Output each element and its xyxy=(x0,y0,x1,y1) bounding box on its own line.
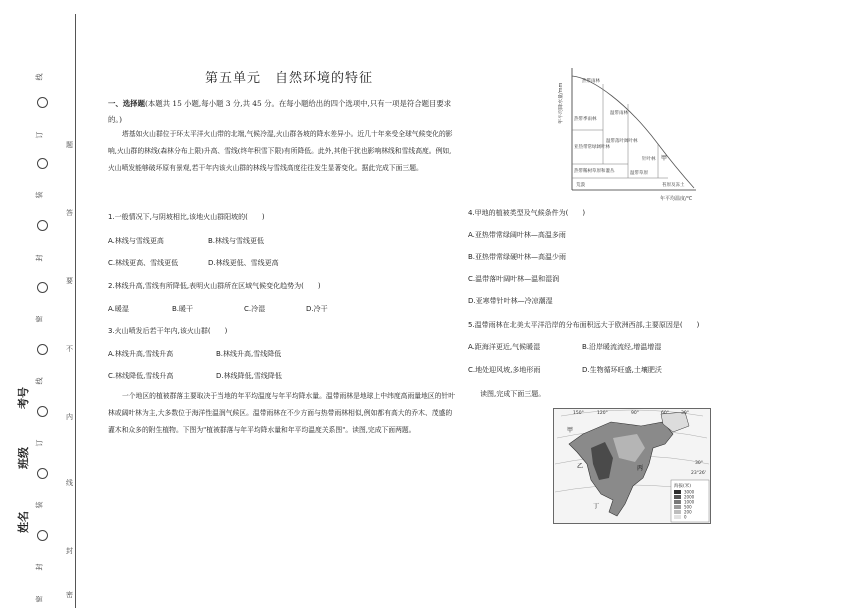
question-1: 1.一般情况下,与阴坡相比,该地火山群阳坡的( ) xyxy=(108,213,265,221)
legend-value: 500 xyxy=(684,504,692,510)
binding-hole xyxy=(37,468,48,479)
warning-char: 题 xyxy=(66,141,73,149)
lon-label: 30° xyxy=(681,411,689,416)
region-label: 亚热带常绿阔叶林 xyxy=(574,145,610,150)
question-5: 5.温带雨林在北美太平洋沿岸的分布面积远大于欧洲西部,主要原因是( ) xyxy=(468,321,700,329)
legend-value: 2000 xyxy=(684,494,695,500)
binding-label: 订 xyxy=(35,439,44,447)
passage-1: 塔基如火山群位于环太平洋火山带的北端,气候冷湿,火山群各坡的降水差异小。近几十年来受全球气候变化的影响,火山群的林线(森林分布上限)升高、雪线(终年积雪下限)有所降低。此外,其他干扰也影响林线和雪线高度。例如,火山喷发能够破坏原有景观,若干年内该火山群的林线与雪线高度往往发生显著变化。据此完成下面三题。 xyxy=(108,130,453,172)
binding-label: 线 xyxy=(35,73,44,81)
name-label: 姓名 xyxy=(17,511,30,533)
region-label: 荒漠 xyxy=(576,183,585,188)
region-label: 温带落叶阔叶林 xyxy=(606,139,638,144)
passage-2: 一个地区的植被群落主要取决于当地的年平均温度与年平均降水量。温带雨林是地球上中纬度高雨量地区的针叶林或阔叶林为主,大多数位于海洋性温润气候区。温带雨林在不少方面与热带雨林相似,例如都有高大的乔木、茂盛的灌木和众多的附生植物。下图为"植被群落与年平均降水量和年平均温度关系图"。读图,完成下面两题。 xyxy=(108,392,456,434)
binding-label: 封 xyxy=(35,563,44,571)
class-label: 班级 xyxy=(17,447,30,469)
option-5a: A.距海洋更近,气候暖湿 xyxy=(468,343,541,351)
region-label: 热带雨林 xyxy=(582,79,600,84)
binding-hole xyxy=(37,97,48,108)
map-mark-ding: 丁 xyxy=(593,503,600,510)
option-4d: D.亚寒带针叶林—冷凉潮湿 xyxy=(468,297,553,305)
legend-swatch xyxy=(674,495,681,499)
warning-char: 密 xyxy=(66,591,73,599)
option-2a: A.暖湿 xyxy=(108,305,129,313)
vegetation-climate-chart xyxy=(558,64,708,204)
section-instructions: (本题共 15 小题,每小题 3 分,共 45 分。在每小题给出的四个选项中,只有一项是符合题目要求的。) xyxy=(108,99,452,124)
option-2b: B.暖干 xyxy=(172,305,194,313)
option-3d: D.林线降低,雪线降低 xyxy=(216,372,282,380)
region-label: 针叶林 xyxy=(642,157,656,162)
binding-hole xyxy=(37,344,48,355)
binding-hole xyxy=(37,282,48,293)
binding-hole xyxy=(37,158,48,169)
map-mark-jia: 甲 xyxy=(567,427,574,434)
option-4b: B.亚热带常绿硬叶林—高温少雨 xyxy=(468,253,567,261)
region-label: 热带季雨林 xyxy=(574,117,597,122)
map-mark-yi: 乙 xyxy=(577,463,584,470)
warning-char: 线 xyxy=(66,479,73,487)
lon-label: 90° xyxy=(631,411,639,416)
option-4c: C.温带落叶阔叶林—温和湿润 xyxy=(468,275,560,283)
legend-swatch xyxy=(674,500,681,504)
legend-swatch xyxy=(674,515,681,519)
option-2c: C.冷湿 xyxy=(244,305,266,313)
legend-title: 海拔(米) xyxy=(674,484,692,489)
question-3: 3.火山喷发后若干年内,该火山群( ) xyxy=(108,327,228,335)
binding-label: 装 xyxy=(35,191,44,199)
legend-value: 0 xyxy=(684,514,687,520)
option-5c: C.地处迎风坡,多地形雨 xyxy=(468,366,541,374)
binding-hole xyxy=(37,220,48,231)
legend-swatch xyxy=(674,490,681,494)
north-america-map xyxy=(553,408,711,524)
page-title: 第五单元 自然环境的特征 xyxy=(205,71,374,86)
region-label: 温带草原 xyxy=(630,171,648,176)
map-mark-bing: 丙 xyxy=(637,465,644,472)
option-1c: C.林线更高、雪线更低 xyxy=(108,259,179,267)
lat-label: 23°26' xyxy=(691,471,706,476)
binding-label: 装 xyxy=(35,501,44,509)
warning-char: 答 xyxy=(66,209,73,217)
binding-label: 订 xyxy=(35,131,44,139)
read-map-prompt: 读图,完成下面三题。 xyxy=(480,390,546,398)
binding-hole xyxy=(37,530,48,541)
section-header xyxy=(108,96,456,128)
map-legend xyxy=(671,480,709,522)
binding-label: 密 xyxy=(35,595,44,603)
marker-jia: 甲 xyxy=(661,155,668,162)
chart-y-label: 年平均降水量/mm xyxy=(558,82,564,124)
binding-line xyxy=(75,14,76,608)
option-3a: A.林线升高,雪线升高 xyxy=(108,350,174,358)
binding-hole xyxy=(37,406,48,417)
option-1b: B.林线与雪线更低 xyxy=(208,237,265,245)
binding-margin xyxy=(0,0,78,608)
option-5d: D.生物循环旺盛,土壤肥沃 xyxy=(582,366,662,374)
warning-char: 内 xyxy=(66,413,73,421)
exam-number-label: 考号 xyxy=(17,387,30,409)
lon-label: 150° xyxy=(573,411,584,416)
question-4: 4.甲地的植被类型及气候条件为( ) xyxy=(468,209,586,217)
binding-label: 封 xyxy=(35,254,44,262)
question-2: 2.林线升高,雪线有所降低,表明火山群所在区域气候变化趋势为( ) xyxy=(108,282,321,290)
option-2d: D.冷干 xyxy=(306,305,328,313)
legend-swatch xyxy=(674,505,681,509)
binding-label: 密 xyxy=(35,315,44,323)
chart-x-label: 年平均温度/℃ xyxy=(660,196,693,202)
option-4a: A.亚热带常绿阔叶林—高温多雨 xyxy=(468,231,566,239)
option-3b: B.林线升高,雪线降低 xyxy=(216,350,282,358)
warning-char: 不 xyxy=(66,345,73,353)
lat-label: 30° xyxy=(695,461,703,466)
option-1d: D.林线更低、雪线更高 xyxy=(208,259,279,267)
lon-label: 120° xyxy=(597,411,608,416)
region-label: 热带稀树草原和灌丛 xyxy=(574,169,615,174)
warning-char: 要 xyxy=(66,277,73,285)
option-5b: B.沿岸暖流流经,增温增湿 xyxy=(582,343,662,351)
option-3c: C.林线降低,雪线升高 xyxy=(108,372,174,380)
region-label: 苔原及冻土 xyxy=(662,183,685,188)
legend-value: 1000 xyxy=(684,499,695,505)
section-label: 一、选择题 xyxy=(108,99,145,108)
legend-value: 200 xyxy=(684,509,692,515)
legend-value: 3000 xyxy=(684,489,695,495)
binding-label: 线 xyxy=(35,377,44,385)
option-1a: A.林线与雪线更高 xyxy=(108,237,164,245)
region-label: 温带雨林 xyxy=(610,111,628,116)
lon-label: 60° xyxy=(661,411,669,416)
legend-swatch xyxy=(674,510,681,514)
warning-char: 封 xyxy=(66,547,73,555)
